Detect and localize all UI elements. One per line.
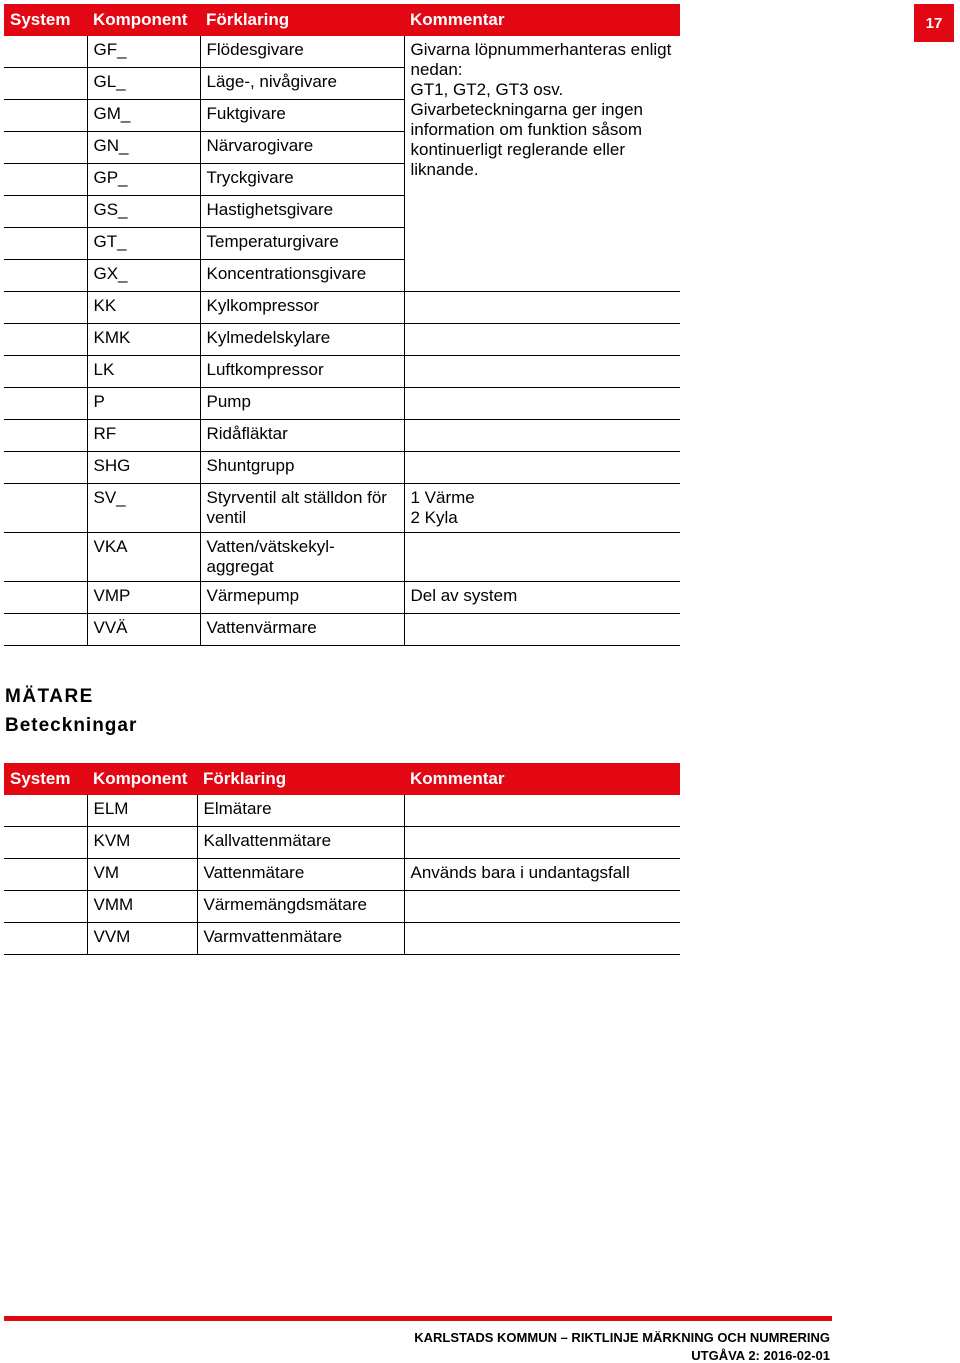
cell-forklaring: Styrventil alt ställdon för ventil xyxy=(200,484,404,533)
cell-forklaring: Shuntgrupp xyxy=(200,452,404,484)
table-row xyxy=(4,923,680,955)
cell-forklaring: Koncentrationsgivare xyxy=(200,260,404,292)
cell-system xyxy=(4,859,87,891)
cell-system xyxy=(4,452,87,484)
cell-komponent: KMK xyxy=(87,324,200,356)
cell-komponent: VMM xyxy=(87,891,197,923)
cell-kommentar xyxy=(404,452,680,484)
cell-kommentar xyxy=(404,292,680,324)
cell-forklaring: Kylmedelskylare xyxy=(200,324,404,356)
header-kommentar: Kommentar xyxy=(404,4,680,36)
cell-forklaring: Värmemängdsmätare xyxy=(197,891,404,923)
cell-system xyxy=(4,260,87,292)
cell-komponent: LK xyxy=(87,356,200,388)
cell-system xyxy=(4,36,87,68)
table-row xyxy=(4,614,680,646)
cell-forklaring: Kallvattenmätare xyxy=(197,827,404,859)
cell-forklaring: Vattenmätare xyxy=(197,859,404,891)
cell-system xyxy=(4,324,87,356)
cell-komponent: P xyxy=(87,388,200,420)
cell-forklaring: Temperaturgivare xyxy=(200,228,404,260)
table-row xyxy=(4,452,680,484)
cell-forklaring: Tryckgivare xyxy=(200,164,404,196)
cell-forklaring: Pump xyxy=(200,388,404,420)
table-row xyxy=(4,795,680,827)
header-komponent: Komponent xyxy=(87,763,197,795)
table-row xyxy=(4,859,680,891)
cell-kommentar: Används bara i undantagsfall xyxy=(404,859,680,891)
cell-system xyxy=(4,388,87,420)
cell-forklaring: Vatten/vätskekyl- aggregat xyxy=(200,533,404,582)
cell-komponent: GT_ xyxy=(87,228,200,260)
cell-komponent: VM xyxy=(87,859,197,891)
cell-forklaring: Luftkompressor xyxy=(200,356,404,388)
cell-system xyxy=(4,228,87,260)
page-number: 17 xyxy=(914,4,954,42)
cell-forklaring: Kylkompressor xyxy=(200,292,404,324)
cell-system xyxy=(4,196,87,228)
header-system: System xyxy=(4,763,87,795)
table-header-row xyxy=(4,763,680,795)
cell-komponent: GF_ xyxy=(87,36,200,68)
cell-system xyxy=(4,923,87,955)
header-kommentar: Kommentar xyxy=(404,763,680,795)
cell-system xyxy=(4,891,87,923)
cell-system xyxy=(4,164,87,196)
cell-system xyxy=(4,420,87,452)
cell-system xyxy=(4,533,87,582)
cell-system xyxy=(4,132,87,164)
cell-kommentar xyxy=(404,388,680,420)
cell-komponent: GM_ xyxy=(87,100,200,132)
cell-kommentar xyxy=(404,891,680,923)
cell-system xyxy=(4,100,87,132)
header-komponent: Komponent xyxy=(87,4,200,36)
cell-forklaring: Närvarogivare xyxy=(200,132,404,164)
cell-kommentar: Del av system xyxy=(404,582,680,614)
cell-forklaring: Vattenvärmare xyxy=(200,614,404,646)
component-table xyxy=(4,4,680,646)
table-row xyxy=(4,36,680,68)
cell-komponent: ELM xyxy=(87,795,197,827)
table-row xyxy=(4,292,680,324)
footer-divider xyxy=(4,1316,832,1321)
table-row xyxy=(4,388,680,420)
table-row xyxy=(4,891,680,923)
cell-komponent: RF xyxy=(87,420,200,452)
cell-komponent: GP_ xyxy=(87,164,200,196)
cell-kommentar xyxy=(404,533,680,582)
cell-kommentar: 1 Värme 2 Kyla xyxy=(404,484,680,533)
section-subtitle: Beteckningar xyxy=(5,715,138,736)
cell-kommentar xyxy=(404,420,680,452)
cell-system xyxy=(4,827,87,859)
cell-komponent: GS_ xyxy=(87,196,200,228)
cell-komponent: VMP xyxy=(87,582,200,614)
cell-kommentar xyxy=(404,324,680,356)
header-forklaring: Förklaring xyxy=(200,4,404,36)
table-row xyxy=(4,324,680,356)
cell-kommentar xyxy=(404,356,680,388)
cell-system xyxy=(4,484,87,533)
header-system: System xyxy=(4,4,87,36)
cell-komponent: SHG xyxy=(87,452,200,484)
cell-forklaring: Läge-, nivågivare xyxy=(200,68,404,100)
footer-title: KARLSTADS KOMMUN – RIKTLINJE MÄRKNING OCH NUMRERING xyxy=(414,1330,830,1345)
cell-kommentar xyxy=(404,827,680,859)
cell-komponent: GX_ xyxy=(87,260,200,292)
footer-edition: UTGÅVA 2: 2016-02-01 xyxy=(691,1348,830,1363)
cell-system xyxy=(4,795,87,827)
cell-kommentar-sensors: Givarna löpnummerhanteras enligt nedan: GT1, GT2, GT3 osv. Givarbeteckningarna ger ingen information om funktion såsom kontinuerligt reglerande eller liknande. xyxy=(404,36,680,292)
cell-forklaring: Flödesgivare xyxy=(200,36,404,68)
meter-table xyxy=(4,763,680,955)
table-row xyxy=(4,484,680,533)
table-row xyxy=(4,582,680,614)
cell-forklaring: Elmätare xyxy=(197,795,404,827)
section-title: MÄTARE xyxy=(5,686,94,707)
cell-komponent: KK xyxy=(87,292,200,324)
cell-system xyxy=(4,582,87,614)
cell-forklaring: Ridåfläktar xyxy=(200,420,404,452)
table-row xyxy=(4,533,680,582)
cell-komponent: KVM xyxy=(87,827,197,859)
cell-forklaring: Värmepump xyxy=(200,582,404,614)
cell-forklaring: Fuktgivare xyxy=(200,100,404,132)
header-forklaring: Förklaring xyxy=(197,763,404,795)
cell-kommentar xyxy=(404,923,680,955)
table-row xyxy=(4,420,680,452)
cell-kommentar xyxy=(404,795,680,827)
cell-komponent: VVM xyxy=(87,923,197,955)
table-header-row xyxy=(4,4,680,36)
cell-komponent: GL_ xyxy=(87,68,200,100)
cell-komponent: SV_ xyxy=(87,484,200,533)
cell-komponent: VVÄ xyxy=(87,614,200,646)
cell-forklaring: Hastighetsgivare xyxy=(200,196,404,228)
table-row xyxy=(4,827,680,859)
cell-komponent: GN_ xyxy=(87,132,200,164)
table-row xyxy=(4,356,680,388)
cell-komponent: VKA xyxy=(87,533,200,582)
cell-system xyxy=(4,356,87,388)
cell-forklaring: Varmvattenmätare xyxy=(197,923,404,955)
cell-system xyxy=(4,292,87,324)
cell-system xyxy=(4,68,87,100)
cell-system xyxy=(4,614,87,646)
cell-kommentar xyxy=(404,614,680,646)
